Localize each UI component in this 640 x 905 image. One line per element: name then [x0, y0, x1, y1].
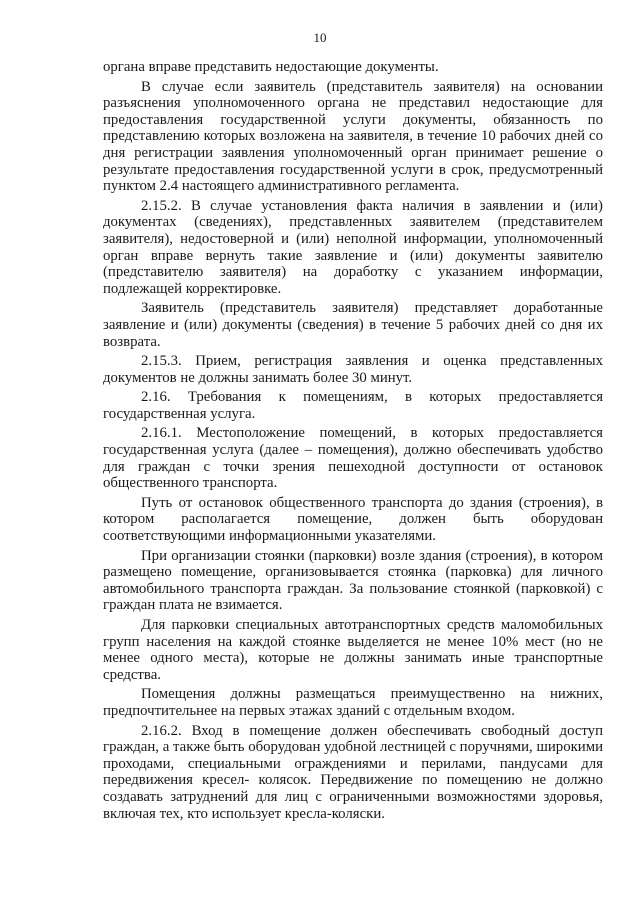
paragraph: 2.15.3. Прием, регистрация заявления и оценка представленных документов не должны занимать более 30 минут.	[103, 353, 603, 386]
paragraph: Помещения должны размещаться преимущественно на нижних, предпочтительнее на первых этажах зданий с отдельным входом.	[103, 686, 603, 719]
paragraph: Заявитель (представитель заявителя) представляет доработанные заявление и (или) документы (сведения) в течение 5 рабочих дней со дня их возврата.	[103, 300, 603, 350]
paragraph: Путь от остановок общественного транспорта до здания (строения), в котором располагается помещение, должен быть оборудован соответствующими информационными указателями.	[103, 494, 603, 545]
paragraph: В случае если заявитель (представитель заявителя) на основании разъяснения уполномоченного органа не представил недостающие для предоставления государственной услуги документы, обязанность по представлению которых возложена на заявителя, в течение 10 рабочих дней со дня регистрации заявления уполномоченный орган принимает решение о результате предоставления государственной услуги в срок, предусмотренный пунктом 2.4 настоящего административного регламента.	[103, 78, 603, 195]
document-body	[103, 59, 603, 825]
paragraph: 2.15.2. В случае установления факта наличия в заявлении и (или) документах (сведениях), представленных заявителем (представителем заявителя), недостоверной и (или) неполной информации, уполномоченный орган вправе вернуть такие заявление и (или) документы заявителю (представителю заявителя) на доработку с указанием информации, подлежащей корректировке.	[103, 197, 603, 297]
paragraph: 2.16.2. Вход в помещение должен обеспечивать свободный доступ граждан, а также быть оборудован удобной лестницей с поручнями, широкими проходами, специальными ограждениями и перилами, пандусами для передвижения кресел- колясок. Передвижение по помещению не должно создавать затруднений для лиц с ограниченными возможностями здоровья, включая тех, кто использует кресла-коляски.	[103, 722, 603, 822]
paragraph: 2.16.1. Местоположение помещений, в которых предоставляется государственная услуга (далее – помещения), должно обеспечивать удобство для граждан с точки зрения пешеходной доступности от остановок общественного транспорта.	[103, 425, 603, 492]
paragraph: При организации стоянки (парковки) возле здания (строения), в котором размещено помещение, организовывается стоянка (парковка) для личного автомобильного транспорта граждан. За пользование стоянкой (парковкой) с граждан плата не взимается.	[103, 547, 603, 614]
paragraph: 2.16. Требования к помещениям, в которых предоставляется государственная услуга.	[103, 389, 603, 422]
paragraph: органа вправе представить недостающие документы.	[103, 59, 439, 75]
page-number: 10	[313, 30, 327, 45]
paragraph: Для парковки специальных автотранспортных средств маломобильных групп населения на каждой стоянке выделяется не менее 10% мест (но не менее одного места), которые не должны занимать иные транспортные средства.	[103, 617, 603, 683]
